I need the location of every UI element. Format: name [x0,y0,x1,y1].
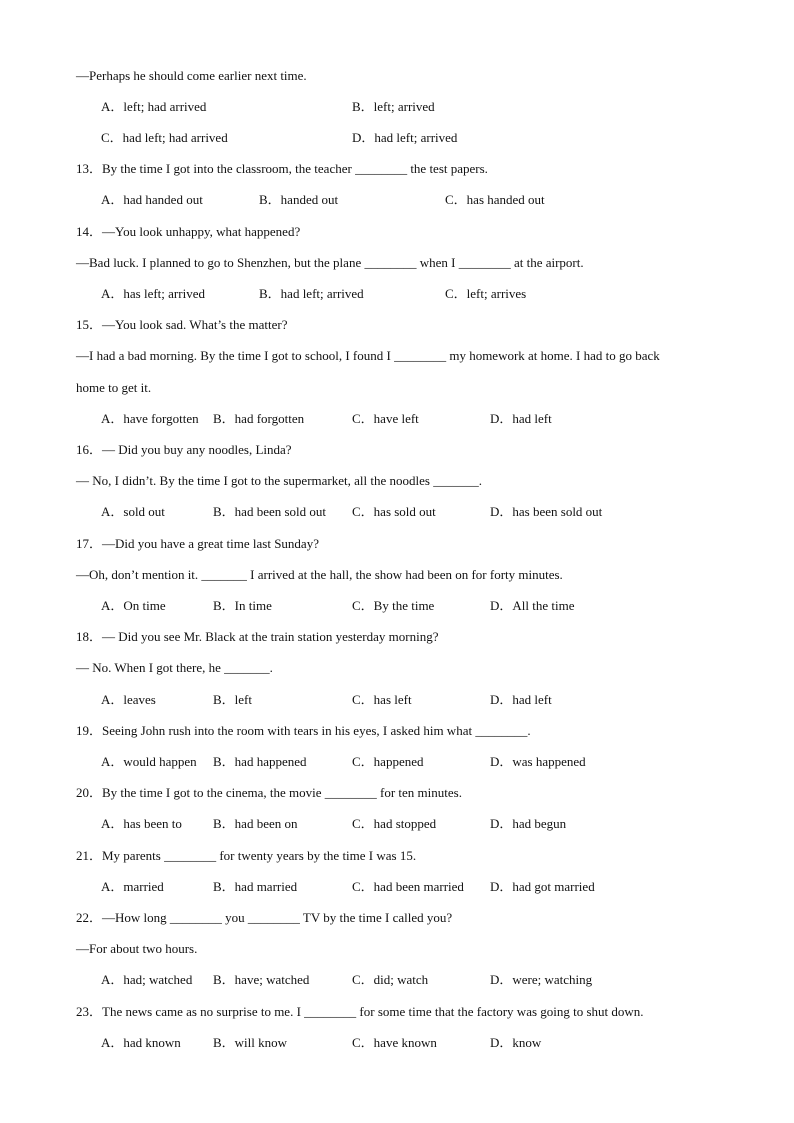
q21-question: 21．My parents ________ for twenty years by the time I was 15. [76,848,417,863]
q22-option-c: C．did; watch [352,972,429,987]
q17-option-c: C．By the time [352,598,435,613]
q23-option-c: C．have known [352,1035,437,1050]
q12-answer-line: —Perhaps he should come earlier next time. [76,68,307,83]
q22-option-b: B．have; watched [213,972,310,987]
q18-option-b: B．left [213,692,252,707]
q23-option-d: D．know [490,1035,542,1050]
q12-option-b: B．left; arrived [352,99,435,114]
q21-option-d: D．had got married [490,879,595,894]
q19-option-c: C．happened [352,754,424,769]
q16-answer-line: — No, I didn’t. By the time I got to the supermarket, all the noodles _______. [76,473,482,488]
q15-option-b: B．had forgotten [213,411,305,426]
q13-option-b: B．handed out [259,192,339,207]
q18-option-c: C．has left [352,692,412,707]
q15-option-d: D．had left [490,411,552,426]
q20-question: 20．By the time I got to the cinema, the movie ________ for ten minutes. [76,785,462,800]
q14-question: 14．—You look unhappy, what happened? [76,224,301,239]
q20-option-b: B．had been on [213,816,298,831]
q23-option-a: A．had known [101,1035,181,1050]
q15-question: 15．—You look sad. What’s the matter? [76,317,288,332]
q15-answer-line-2: home to get it. [76,380,152,395]
q12-option-a: A．left; had arrived [101,99,207,114]
q13-option-a: A．had handed out [101,192,203,207]
q22-answer-line: —For about two hours. [76,941,198,956]
q14-answer-line: —Bad luck. I planned to go to Shenzhen, but the plane ________ when I ________ at the airport. [76,255,584,270]
q18-question: 18．— Did you see Mr. Black at the train station yesterday morning? [76,629,439,644]
q15-option-c: C．have left [352,411,419,426]
q16-question: 16．— Did you buy any noodles, Linda? [76,442,292,457]
q13-question: 13．By the time I got into the classroom, the teacher ________ the test papers. [76,161,488,176]
q16-option-b: B．had been sold out [213,504,327,519]
q22-option-d: D．were; watching [490,972,593,987]
q19-option-b: B．had happened [213,754,307,769]
q19-option-a: A．would happen [101,754,197,769]
q17-option-a: A．On time [101,598,166,613]
q22-option-a: A．had; watched [101,972,193,987]
q18-option-a: A．leaves [101,692,156,707]
q22-question: 22．—How long ________ you ________ TV by the time I called you? [76,910,453,925]
q15-option-a: A．have forgotten [101,411,199,426]
q14-option-b: B．had left; arrived [259,286,364,301]
q16-option-c: C．has sold out [352,504,436,519]
q12-option-c: C．had left; had arrived [101,130,228,145]
q12-option-d: D．had left; arrived [352,130,458,145]
q18-option-d: D．had left [490,692,552,707]
q20-option-a: A．has been to [101,816,182,831]
q16-option-a: A．sold out [101,504,165,519]
q17-question: 17．—Did you have a great time last Sunday? [76,536,319,551]
q20-option-d: D．had begun [490,816,567,831]
q14-option-a: A．has left; arrived [101,286,205,301]
q17-option-b: B．In time [213,598,272,613]
q20-option-c: C．had stopped [352,816,437,831]
q18-answer-line: — No. When I got there, he _______. [76,660,273,675]
q15-answer-line: —I had a bad morning. By the time I got to school, I found I ________ my homework at home. I had to go back [76,348,660,363]
q21-option-b: B．had married [213,879,298,894]
q19-option-d: D．was happened [490,754,586,769]
q23-option-b: B．will know [213,1035,288,1050]
q19-question: 19．Seeing John rush into the room with tears in his eyes, I asked him what ________. [76,723,531,738]
q16-option-d: D．has been sold out [490,504,603,519]
q21-option-c: C．had been married [352,879,464,894]
q23-question: 23．The news came as no surprise to me. I ________ for some time that the factory was going to shut down. [76,1004,644,1019]
q21-option-a: A．married [101,879,164,894]
q13-option-c: C．has handed out [445,192,545,207]
q17-answer-line: —Oh, don’t mention it. _______ I arrived at the hall, the show had been on for forty minutes. [76,567,563,582]
q14-option-c: C．left; arrives [445,286,527,301]
q17-option-d: D．All the time [490,598,575,613]
